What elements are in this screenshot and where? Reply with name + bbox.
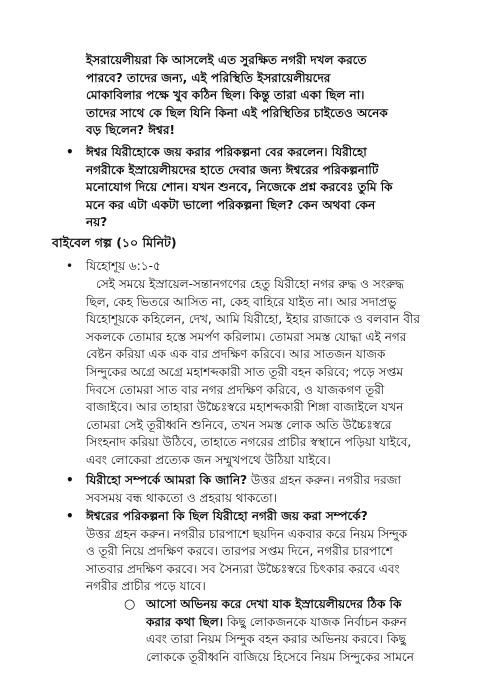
sub-item-bold-line: আসো অভিনয় করে দেখা যাক ইস্রায়েলীয়দের ঠিক কি <box>146 597 402 611</box>
sub-item-text: কিছু লোকজনকে যাজক নির্বাচন করুন <box>223 614 407 629</box>
bullet-marker: • <box>66 259 74 273</box>
intro-line: বড় ছিলেন? ঈশ্বর! <box>86 123 175 138</box>
q2-paragraph <box>86 508 470 596</box>
bullet-marker: • <box>66 145 74 159</box>
q2-answer-line: সাতবার প্রদক্ষিণ করবে। সব সৈন্যরা উচ্চৈঃস্বরে চিৎকার করবে এবং <box>86 561 400 576</box>
q2-answer-line: উত্তর গ্রহন করুন। নগরীর চারপাশে ছয়দিন একবার করে নিয়ম সিন্দুক <box>86 526 408 541</box>
sub-item-line: এবং তারা নিয়ম সিন্দুক বহন করার অভিনয় করবে। কিছু <box>146 632 406 647</box>
intro-line: তাদের সাথে কে ছিল যিনি কিনা এই পরিস্থিতির চাইতেও অনেক <box>86 105 388 120</box>
intro-paragraph <box>86 52 466 140</box>
sub-item-paragraph <box>146 596 476 666</box>
sub-item-bold-line: করার কথা ছিল। <box>146 614 224 629</box>
q2-question: ঈশ্বরের পরিকল্পনা কি ছিল যিরীহো নগরী জয় করা সম্পর্কে? <box>86 509 368 523</box>
scripture-line: দিবসে তোমরা সাত বার নগর প্রদক্ষিণ করিবে, ও যাজকগণ তূরী <box>86 382 385 397</box>
q1-question: যিরীহো সম্পর্কে আমরা কি জানি? <box>86 473 248 487</box>
plan-line: ঈশ্বর যিরীহোকে জয় করার পরিকল্পনা বের করলেন। যিরীহো <box>86 145 367 159</box>
plan-line: নয়? <box>86 215 108 230</box>
plan-line: নগরীকে ইস্রায়েলীয়দের হাতে দেবার জন্য ঈশ্বরের পরিকল্পনাটি <box>86 162 379 177</box>
scripture-reference: যিহোশূয় ৬:১-৫ <box>86 259 161 273</box>
scripture-line: তোমরা সেই তূরীধ্বনি শুনিবে, তখন সমস্ত লোক অতি উচ্চৈঃস্বরে <box>86 417 392 432</box>
scripture-line: সিংহনাদ করিয়া উঠিবে, তাহাতে নগরের প্রাচীর স্বস্থানে পড়িয়া যাইবে, <box>86 435 412 450</box>
q1-answer-line: সবসময় বন্ধ থাকতো ও প্রহরায় থাকতো। <box>86 490 277 505</box>
bullet-marker: • <box>66 509 74 523</box>
scripture-line: বাজাইবে। আর তাহারা উচ্চৈঃস্বরে মহাশব্দকারী শিঙ্গা বাজাইলে যখন <box>86 400 404 415</box>
scripture-line: সকলকে তোমার হস্তে সমর্পণ করিলাম। তোমরা সমস্ত যোদ্ধা এই নগর <box>86 329 407 344</box>
plan-line: মনোযোগ দিয়ে শোন। যখন শুনবে, নিজেকে প্রশ্ন করবেঃ তুমি কি <box>86 180 393 195</box>
intro-line: পারবে? তাদের জন্য, এই পরিস্থিতি ইসরায়েলীয়দের <box>86 70 331 85</box>
scripture-line: সিন্দুকের অগ্রে অগ্রে মহাশব্দকারী সাত তূরী বহন করিবে; পড়ে সপ্তম <box>86 364 403 379</box>
sub-item-line: লোককে তূরীধ্বনি বাজিয়ে হিসেবে নিয়ম সিন্দুকের সামনে <box>146 649 414 664</box>
scripture-line: ছিল, কেহ ভিতরে আসিত না, কেহ বাহিরে যাইত না। আর সদাপ্রভু <box>86 294 397 309</box>
intro-line: ইসরায়েলীয়রা কি আসলেই এত সুরক্ষিত নগরী দখল করতে <box>86 53 367 67</box>
scripture-line: এবং লোকেরা প্রত্যেক জন সম্মুখপথে উঠিয়া যাইবে। <box>86 452 331 467</box>
q2-answer-line: ও তূরী নিয়ে প্রদক্ষিণ করবে। তারপর সপ্তম দিনে, নগরীর চারপাশে <box>86 544 393 559</box>
scripture-line: যিহোশূয়কে কহিলেন, দেখ, আমি যিরীহো, ইহার রাজাকে ও বলবান বীর <box>86 312 420 327</box>
plan-paragraph <box>86 144 466 232</box>
scripture-line: বেষ্টন করিয়া এক এক বার প্রদক্ষিণ করিবে। আর সাতজন যাজক <box>86 347 386 362</box>
scripture-line: সেই সময়ে ইস্রায়েল-সন্তানগণের হেতু যিরীহো নগর রুদ্ধ ও সংরুদ্ধ <box>96 277 404 291</box>
q1-line <box>86 472 470 490</box>
sub-bullet-marker: ○ <box>124 597 136 612</box>
bullet-marker: • <box>66 473 74 487</box>
sub-item-line <box>146 614 476 632</box>
q1-answer: উত্তর গ্রহন করুন। নগরীর দরজা <box>247 473 401 487</box>
plan-line: মনে কর এটা একটা ভালো পরিকল্পনা ছিল? কেন অথবা কেন <box>86 197 376 212</box>
scripture-text <box>86 276 470 470</box>
section-heading: বাইবেল গল্প (১০ মিনিট) <box>52 235 177 250</box>
q1-paragraph <box>86 472 470 507</box>
intro-line: মোকাবিলার পক্ষে খুব কঠিন ছিল। কিন্তু তারা একা ছিল না। <box>86 88 365 103</box>
q2-answer-line: নগরীর প্রাচীর পড়ে যাবে। <box>86 579 206 594</box>
